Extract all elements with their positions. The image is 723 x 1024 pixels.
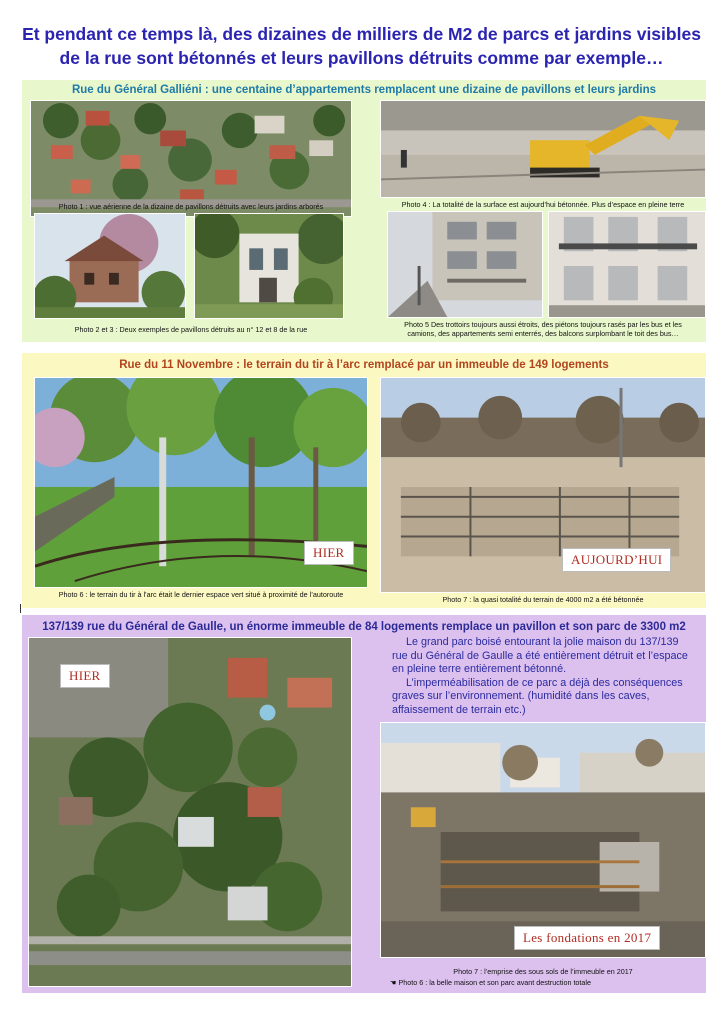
caption-photo-7-sous-sols: Photo 7 : l’emprise des sous sols de l’immeuble en 2017: [453, 967, 633, 976]
paragraph-park-destroyed: Le grand parc boisé entourant la jolie maison du 137/139 rue du Général de Gaulle a été entièrement détruit et l’espace en pleine terre entièrement bétonné.: [392, 636, 688, 676]
photo-1-aerial-view: [30, 100, 352, 217]
photo-4-construction-site: [380, 100, 706, 198]
label-aujourdhui: AUJOURD’HUI: [562, 548, 671, 572]
page-title: [0, 22, 723, 70]
paragraph-consequences: L’imperméabilisation de ce parc a déjà des conséquences graves sur l’environnement. (humidité dans les caves, affaissement de terrain etc.): [392, 676, 683, 716]
photo-5-balconies: [548, 211, 706, 318]
caption-photo-6-maison: ☚ Photo 6 : la belle maison et son parc avant destruction totale: [390, 978, 592, 987]
section-general-de-gaulle-heading: 137/139 rue du Général de Gaulle, un énorme immeuble de 84 logements remplace un pavillon et son parc de 3300 m2: [42, 621, 686, 633]
photo-7-foundations: [380, 722, 706, 958]
photo-5-sidewalk: [387, 211, 543, 318]
section-gallieni: [22, 80, 706, 342]
section-general-de-gaulle-text: [392, 636, 690, 718]
photo-3-house: [194, 213, 344, 319]
caption-photos-2-3: Photo 2 et 3 : Deux exemples de pavillons détruits au n° 12 et 8 de la rue: [74, 325, 308, 334]
label-foundations-2017: Les fondations en 2017: [514, 926, 660, 950]
section-11-novembre-heading: Rue du 11 Novembre : le terrain du tir à l’arc remplacé par un immeuble de 149 logements: [119, 359, 609, 371]
caption-photo-1: Photo 1 : vue aérienne de la dizaine de pavillons détruits avec leurs jardins arborés: [58, 202, 324, 211]
section-general-de-gaulle: [22, 615, 706, 993]
caption-photo-5-line-1: Photo 5 Des trottoirs toujours aussi étroits, des piétons toujours rasés par les bus et les: [404, 320, 682, 329]
caption-photo-7: Photo 7 : la quasi totalité du terrain de 4000 m2 a été bétonnée: [442, 595, 644, 604]
label-hier: HIER: [304, 541, 354, 565]
photo-6-aerial-park: [28, 637, 352, 987]
title-line-2: de la rue sont bétonnés et leurs pavillons détruits comme par exemple…: [59, 48, 664, 68]
section-gallieni-heading: Rue du Général Galliéni : une centaine d’appartements remplacent une dizaine de pavillons et leurs jardins: [71, 84, 657, 96]
margin-mark: [20, 604, 21, 613]
caption-photo-5: [380, 320, 706, 338]
section-11-novembre: [22, 353, 706, 608]
caption-photo-5-line-2: camions, des appartements semi enterrés, des balcons surplombant le toit des bus…: [407, 329, 679, 338]
photo-2-house: [34, 213, 186, 319]
caption-photo-6: Photo 6 : le terrain du tir à l’arc était le dernier espace vert situé à proximité de l’autoroute: [58, 590, 344, 599]
caption-photo-4: Photo 4 : La totalité de la surface est aujourd’hui bétonnée. Plus d’espace en pleine terre: [401, 200, 685, 209]
label-hier-aerial: HIER: [60, 664, 110, 688]
title-line-1: Et pendant ce temps là, des dizaines de milliers de M2 de parcs et jardins visibles: [22, 24, 701, 44]
